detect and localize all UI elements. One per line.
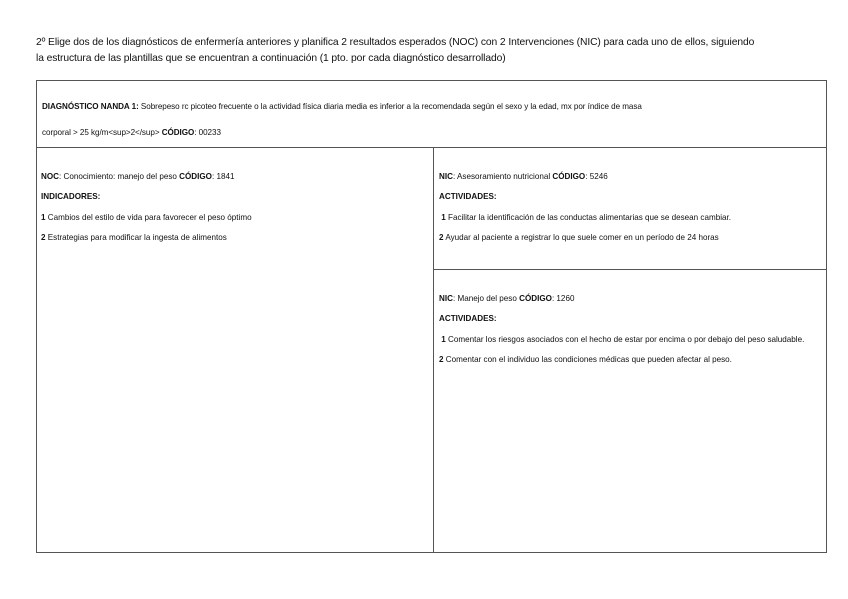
nic-title-row: [439, 289, 822, 309]
nic-title: : Manejo del peso: [452, 294, 520, 303]
nanda-diagnosis-cell: [37, 81, 826, 148]
activity-number: 2: [439, 355, 444, 365]
noc-label: NOC: [41, 172, 59, 181]
activity-number: 1: [441, 334, 446, 344]
noc-code-label: CÓDIGO: [179, 172, 212, 181]
instruction-line-2: la estructura de las plantillas que se encuentran a continuación (1 pto. por cada diagnóstico desarrollado): [36, 53, 506, 64]
nic-activity: [439, 350, 822, 370]
nic-cell-nutritional-counseling: [434, 148, 826, 270]
noc-title: : Conocimiento: manejo del peso: [59, 172, 180, 181]
care-plan-table: [36, 80, 827, 553]
nic-activity: [439, 330, 822, 350]
indicator-text: Estrategias para modificar la ingesta de alimentos: [45, 233, 227, 243]
nic-code-label: CÓDIGO: [519, 294, 552, 303]
nic-code-value: : 1260: [551, 294, 575, 303]
nic-activity: [439, 228, 822, 248]
nic-label: NIC: [439, 172, 453, 181]
nic-code-value: : 5246: [585, 172, 608, 181]
indicator-text: Cambios del estilo de vida para favorecer el peso óptimo: [45, 212, 252, 222]
noc-title-row: [41, 167, 429, 187]
activity-text: Facilitar la identificación de las conductas alimentarias que se desean cambiar.: [445, 212, 731, 222]
diagnosis-code-label: CÓDIGO: [161, 128, 195, 137]
nic-code-label: CÓDIGO: [552, 172, 586, 181]
activity-text: Ayudar al paciente a registrar lo que suele comer en un período de 24 horas: [443, 233, 719, 243]
nic-cell-weight-management: [434, 270, 826, 552]
noc-indicator: [41, 208, 429, 228]
indicator-number: 1: [41, 212, 46, 222]
nic-label: NIC: [439, 294, 453, 303]
activity-text: Comentar con el individuo las condiciones médicas que pueden afectar al peso.: [443, 355, 732, 365]
noc-code-value: : 1841: [211, 172, 235, 181]
instruction-text: [36, 35, 836, 67]
nic-title-row: [439, 167, 822, 187]
activity-text: Comentar los riesgos asociados con el hecho de estar por encima o por debajo del peso saludable.: [445, 334, 805, 344]
indicator-number: 2: [41, 233, 46, 243]
activity-number: 2: [439, 233, 444, 243]
diagnosis-text-continued: corporal > 25 kg/m<sup>2</sup>: [42, 128, 162, 137]
noc-indicators-header: INDICADORES:: [41, 192, 101, 202]
nic-activities-header: ACTIVIDADES:: [439, 192, 497, 202]
diagnosis-code-value: : 00233: [194, 128, 221, 137]
diagnosis-label: DIAGNÓSTICO NANDA 1:: [42, 102, 139, 111]
activity-number: 1: [441, 212, 446, 222]
diagnosis-line-1: [42, 94, 821, 120]
diagnosis-line-2: [42, 120, 821, 146]
nic-activities-header: ACTIVIDADES:: [439, 314, 497, 324]
nic-activity: [439, 208, 822, 228]
instruction-line-1: 2º Elige dos de los diagnósticos de enfermería anteriores y planifica 2 resultados esperados (NOC) con 2 Intervenciones (NIC) para cada uno de ellos, siguiendo: [36, 37, 755, 48]
noc-cell: [37, 148, 434, 552]
noc-indicator: [41, 228, 429, 248]
nic-title: : Asesoramiento nutricional: [452, 172, 553, 181]
diagnosis-text: Sobrepeso rc picoteo frecuente o la actividad física diaria media es inferior a la recomendada según el sexo y la edad, mx por índice de masa: [138, 102, 642, 111]
